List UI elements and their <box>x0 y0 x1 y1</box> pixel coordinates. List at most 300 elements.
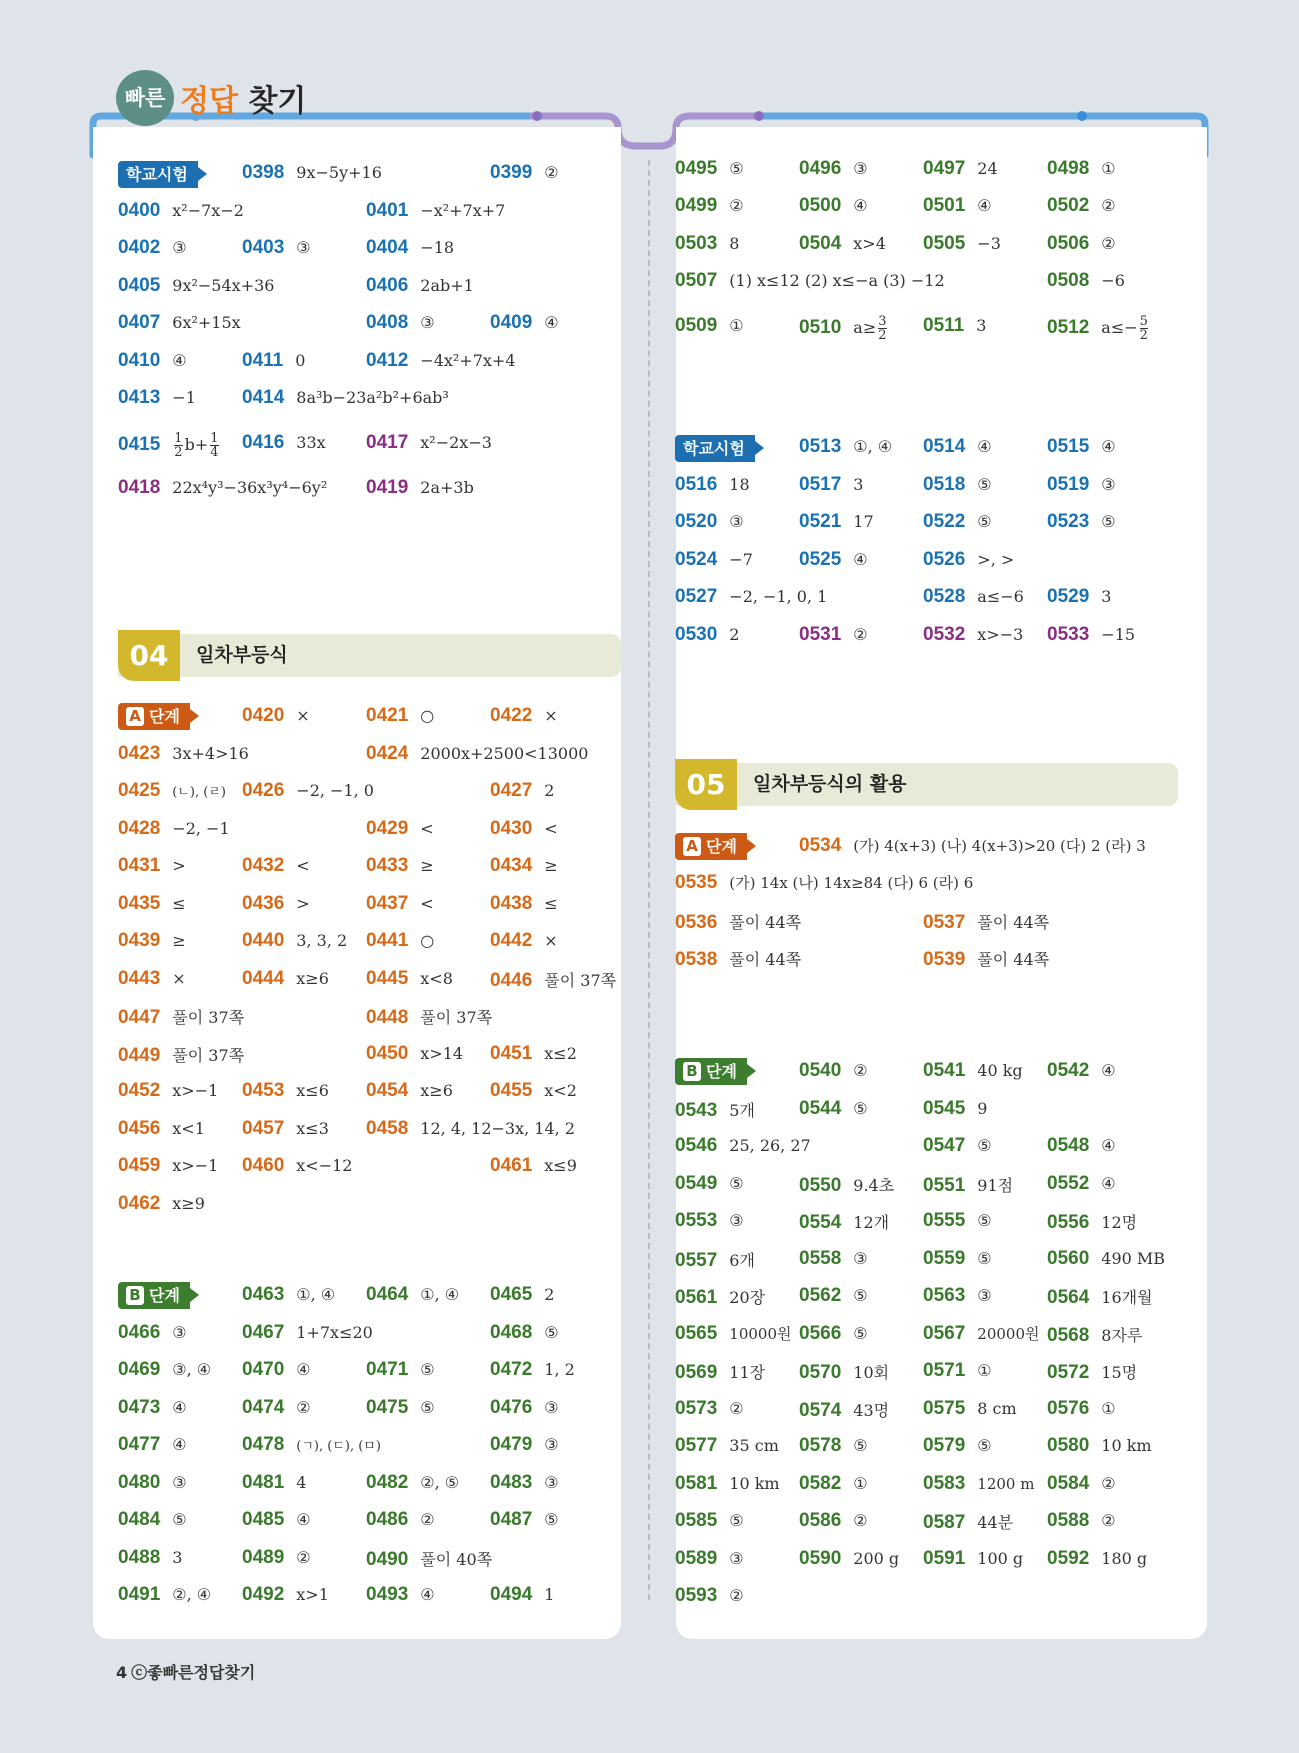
question-number: 0544 <box>799 1098 842 1119</box>
question-number: 0501 <box>923 195 966 216</box>
answer-0502: ② <box>1101 196 1116 215</box>
answer-0445: x<8 <box>420 969 453 988</box>
question-number: 0497 <box>923 158 966 179</box>
answer-0524: −7 <box>729 550 753 569</box>
question-number: 0543 <box>675 1100 718 1121</box>
question-number: 0424 <box>366 743 409 764</box>
answer-0501: ④ <box>977 196 992 215</box>
answer-0489: ② <box>296 1548 311 1567</box>
answer-0451: x≤2 <box>544 1044 577 1063</box>
answer-0456: x<1 <box>172 1119 205 1138</box>
answer-0470: ④ <box>296 1360 311 1379</box>
answer-0417: x²−2x−3 <box>420 433 492 452</box>
answer-0542: ④ <box>1101 1061 1116 1080</box>
question-number: 0432 <box>242 855 285 876</box>
question-number: 0475 <box>366 1397 409 1418</box>
question-number: 0405 <box>118 275 161 296</box>
question-number: 0494 <box>490 1584 533 1605</box>
question-number: 0431 <box>118 855 161 876</box>
question-number: 0548 <box>1047 1135 1090 1156</box>
answer-0420: × <box>296 706 310 725</box>
question-number: 0467 <box>242 1322 285 1343</box>
question-number: 0490 <box>366 1549 409 1570</box>
answer-0588: ② <box>1101 1511 1116 1530</box>
page-number: 4 <box>116 1663 128 1682</box>
question-number: 0502 <box>1047 195 1090 216</box>
section-number: 04 <box>118 630 180 681</box>
answer-0526: >, > <box>977 550 1015 569</box>
question-number: 0587 <box>923 1512 966 1533</box>
footer-text: ⓒ좋빠른정답찾기 <box>131 1663 256 1682</box>
answer-0586: ② <box>853 1511 868 1530</box>
answer-0437: < <box>420 894 434 913</box>
answer-0520: ③ <box>729 512 744 531</box>
question-number: 0540 <box>799 1060 842 1081</box>
answer-0466: ③ <box>172 1323 187 1342</box>
question-number: 0439 <box>118 930 161 951</box>
answer-0480: ③ <box>172 1473 187 1492</box>
question-number: 0579 <box>923 1435 966 1456</box>
question-number: 0434 <box>490 855 533 876</box>
question-number: 0588 <box>1047 1510 1090 1531</box>
answer-0567: 20000원 <box>977 1325 1040 1343</box>
question-number: 0571 <box>923 1360 966 1381</box>
question-number: 0428 <box>118 818 161 839</box>
answer-0424: 2000x+2500<13000 <box>420 744 589 763</box>
question-number: 0427 <box>490 780 533 801</box>
question-number: 0539 <box>923 949 966 970</box>
stage-b-tag-2: B 단계 <box>675 1058 747 1085</box>
question-number: 0535 <box>675 872 718 893</box>
answer-0463: ①, ④ <box>296 1285 336 1304</box>
question-number: 0524 <box>675 549 718 570</box>
answer-0427: 2 <box>544 781 555 800</box>
question-number: 0576 <box>1047 1398 1090 1419</box>
question-number: 0572 <box>1047 1362 1090 1383</box>
answer-0435: ≤ <box>172 894 186 913</box>
answer-0531: ② <box>853 625 868 644</box>
answer-0400: x²−7x−2 <box>172 201 244 220</box>
question-number: 0557 <box>675 1250 718 1271</box>
answer-0508: −6 <box>1101 271 1125 290</box>
answer-0476: ③ <box>544 1398 559 1417</box>
answer-0559: ⑤ <box>977 1249 992 1268</box>
answer-0490: 풀이 40쪽 <box>420 1550 493 1569</box>
question-number: 0480 <box>118 1472 161 1493</box>
answer-0552: ④ <box>1101 1174 1116 1193</box>
answer-0560: 490 MB <box>1101 1249 1166 1268</box>
answer-0459: x>−1 <box>172 1156 219 1175</box>
answer-0548: ④ <box>1101 1136 1116 1155</box>
question-number: 0503 <box>675 233 718 254</box>
question-number: 0474 <box>242 1397 285 1418</box>
question-number: 0435 <box>118 893 161 914</box>
question-number: 0476 <box>490 1397 533 1418</box>
question-number: 0526 <box>923 549 966 570</box>
question-number: 0415 <box>118 434 161 455</box>
answer-0532: x>−3 <box>977 625 1024 644</box>
answer-0473: ④ <box>172 1398 187 1417</box>
question-number: 0554 <box>799 1212 842 1233</box>
answer-0452: x>−1 <box>172 1081 219 1100</box>
question-number: 0577 <box>675 1435 718 1456</box>
answer-0460: x<−12 <box>296 1156 353 1175</box>
answer-0543: 5개 <box>729 1101 755 1120</box>
answer-0569: 11장 <box>729 1363 766 1382</box>
answer-0495: ⑤ <box>729 159 744 178</box>
question-number: 0555 <box>923 1210 966 1231</box>
question-number: 0457 <box>242 1118 285 1139</box>
question-number: 0450 <box>366 1043 409 1064</box>
question-number: 0473 <box>118 1397 161 1418</box>
answer-0468: ⑤ <box>544 1323 559 1342</box>
answer-0580: 10 km <box>1101 1436 1152 1455</box>
answer-0497: 24 <box>977 159 998 178</box>
question-number: 0430 <box>490 818 533 839</box>
answer-0488: 3 <box>172 1548 183 1567</box>
section-title: 일차부등식 <box>196 644 288 666</box>
answer-0448: 풀이 37쪽 <box>420 1008 493 1027</box>
answer-0499: ② <box>729 196 744 215</box>
answer-0479: ③ <box>544 1435 559 1454</box>
answer-0429: < <box>420 819 434 838</box>
answer-0472: 1, 2 <box>544 1360 575 1379</box>
header-badge: 빠른 <box>116 70 174 126</box>
answer-0422: × <box>544 706 558 725</box>
answer-0496: ③ <box>853 159 868 178</box>
question-number: 0447 <box>118 1007 161 1028</box>
answer-0553: ③ <box>729 1211 744 1230</box>
answer-0449: 풀이 37쪽 <box>172 1046 245 1065</box>
answer-0527: −2, −1, 0, 1 <box>729 587 828 606</box>
question-number: 0446 <box>490 970 533 991</box>
question-number: 0586 <box>799 1510 842 1531</box>
question-number: 0560 <box>1047 1248 1090 1269</box>
question-number: 0471 <box>366 1359 409 1380</box>
school-exam-tag-2: 학교시험 <box>675 435 755 462</box>
question-number: 0581 <box>675 1473 718 1494</box>
question-number: 0456 <box>118 1118 161 1139</box>
answer-0402: ③ <box>172 238 187 257</box>
question-number: 0513 <box>799 436 842 457</box>
question-number: 0399 <box>490 162 533 183</box>
question-number: 0585 <box>675 1510 718 1531</box>
question-number: 0522 <box>923 511 966 532</box>
question-number: 0530 <box>675 624 718 645</box>
question-number: 0558 <box>799 1248 842 1269</box>
answer-0568: 8자루 <box>1101 1326 1143 1345</box>
question-number: 0565 <box>675 1323 718 1344</box>
question-number: 0584 <box>1047 1473 1090 1494</box>
answer-0418: 22x⁴y³−36x³y⁴−6y² <box>172 478 328 497</box>
answer-0478: (ㄱ), (ㄷ), (ㅁ) <box>296 1439 381 1454</box>
answer-0529: 3 <box>1101 587 1112 606</box>
question-number: 0454 <box>366 1080 409 1101</box>
answer-0464: ①, ④ <box>420 1285 460 1304</box>
question-number: 0443 <box>118 968 161 989</box>
answer-0431: > <box>172 856 186 875</box>
question-number: 0406 <box>366 275 409 296</box>
answer-0433: ≥ <box>420 856 434 875</box>
question-number: 0408 <box>366 312 409 333</box>
answer-0516: 18 <box>729 475 750 494</box>
question-number: 0568 <box>1047 1325 1090 1346</box>
answer-0421: ○ <box>420 706 435 725</box>
question-number: 0410 <box>118 350 161 371</box>
answer-0441: ○ <box>420 931 435 950</box>
answer-0434: ≥ <box>544 856 558 875</box>
section-04-header <box>118 634 621 677</box>
question-number: 0463 <box>242 1284 285 1305</box>
question-number: 0531 <box>799 624 842 645</box>
question-number: 0478 <box>242 1434 285 1455</box>
question-number: 0436 <box>242 893 285 914</box>
answer-0564: 16개월 <box>1101 1288 1153 1307</box>
answer-0444: x≥6 <box>296 969 329 988</box>
question-number: 0461 <box>490 1155 533 1176</box>
section-05-header <box>675 763 1178 806</box>
question-number: 0419 <box>366 477 409 498</box>
answer-0541: 40 kg <box>977 1061 1023 1080</box>
question-number: 0550 <box>799 1175 842 1196</box>
answer-0583: 1200 m <box>977 1475 1035 1493</box>
question-number: 0493 <box>366 1584 409 1605</box>
question-number: 0485 <box>242 1509 285 1530</box>
answer-0573: ② <box>729 1399 744 1418</box>
question-number: 0479 <box>490 1434 533 1455</box>
answer-0504: x>4 <box>853 234 886 253</box>
answer-0584: ② <box>1101 1474 1116 1493</box>
answer-0462: x≥9 <box>172 1194 205 1213</box>
question-number: 0438 <box>490 893 533 914</box>
question-number: 0517 <box>799 474 842 495</box>
answer-0570: 10회 <box>853 1363 890 1382</box>
answer-0494: 1 <box>544 1585 555 1604</box>
answer-0408: ③ <box>420 313 435 332</box>
answer-0556: 12명 <box>1101 1213 1138 1232</box>
answer-0474: ② <box>296 1398 311 1417</box>
answer-0410: ④ <box>172 351 187 370</box>
answer-0399: ② <box>544 163 559 182</box>
answer-0493: ④ <box>420 1585 435 1604</box>
answer-0471: ⑤ <box>420 1360 435 1379</box>
question-number: 0453 <box>242 1080 285 1101</box>
question-number: 0593 <box>675 1585 718 1606</box>
question-number: 0422 <box>490 705 533 726</box>
answer-0592: 180 g <box>1101 1549 1148 1568</box>
answer-0491: ②, ④ <box>172 1585 212 1604</box>
question-number: 0521 <box>799 511 842 532</box>
question-number: 0516 <box>675 474 718 495</box>
question-number: 0542 <box>1047 1060 1090 1081</box>
question-number: 0556 <box>1047 1212 1090 1233</box>
section-number: 05 <box>675 759 737 810</box>
question-number: 0506 <box>1047 233 1090 254</box>
question-number: 0462 <box>118 1193 161 1214</box>
answer-0477: ④ <box>172 1435 187 1454</box>
answer-0454: x≥6 <box>420 1081 453 1100</box>
answer-0484: ⑤ <box>172 1510 187 1529</box>
answer-0414: 8a³b−23a²b²+6ab³ <box>296 388 449 407</box>
question-number: 0483 <box>490 1472 533 1493</box>
question-number: 0468 <box>490 1322 533 1343</box>
question-number: 0400 <box>118 200 161 221</box>
answer-0485: ④ <box>296 1510 311 1529</box>
answer-0416: 33x <box>296 433 326 452</box>
answer-0555: ⑤ <box>977 1211 992 1230</box>
question-number: 0547 <box>923 1135 966 1156</box>
answer-0549: ⑤ <box>729 1174 744 1193</box>
answer-0566: ⑤ <box>853 1324 868 1343</box>
question-number: 0421 <box>366 705 409 726</box>
question-number: 0451 <box>490 1043 533 1064</box>
answer-0505: −3 <box>977 234 1001 253</box>
question-number: 0445 <box>366 968 409 989</box>
question-number: 0532 <box>923 624 966 645</box>
question-number: 0529 <box>1047 586 1090 607</box>
answer-0517: 3 <box>853 475 864 494</box>
answer-0413: −1 <box>172 388 196 407</box>
question-number: 0401 <box>366 200 409 221</box>
question-number: 0553 <box>675 1210 718 1231</box>
answer-0585: ⑤ <box>729 1511 744 1530</box>
question-number: 0499 <box>675 195 718 216</box>
answer-0578: ⑤ <box>853 1436 868 1455</box>
answer-0469: ③, ④ <box>172 1360 212 1379</box>
question-number: 0449 <box>118 1045 161 1066</box>
answer-0540: ② <box>853 1061 868 1080</box>
question-number: 0477 <box>118 1434 161 1455</box>
question-number: 0420 <box>242 705 285 726</box>
answer-0415: $\frac{1}{2}$ b+ $\frac{1}{4}$ <box>174 431 219 460</box>
stage-a-tag-2: A 단계 <box>675 833 747 860</box>
answer-0405: 9x²−54x+36 <box>172 276 275 295</box>
answer-0507: (1) x≤12 (2) x≤−a (3) −12 <box>729 271 945 290</box>
question-number: 0512 <box>1047 317 1090 338</box>
question-number: 0402 <box>118 237 161 258</box>
question-number: 0546 <box>675 1135 718 1156</box>
answer-0528: a≤−6 <box>977 587 1024 606</box>
answer-0563: ③ <box>977 1286 992 1305</box>
question-number: 0482 <box>366 1472 409 1493</box>
answer-0537: 풀이 44쪽 <box>977 913 1050 932</box>
question-number: 0488 <box>118 1547 161 1568</box>
answer-0440: 3, 3, 2 <box>296 931 348 950</box>
question-number: 0505 <box>923 233 966 254</box>
answer-0562: ⑤ <box>853 1286 868 1305</box>
question-number: 0417 <box>366 432 409 453</box>
question-number: 0541 <box>923 1060 966 1081</box>
answer-0432: < <box>296 856 310 875</box>
answer-0546: 25, 26, 27 <box>729 1136 811 1155</box>
question-number: 0455 <box>490 1080 533 1101</box>
answer-0498: ① <box>1101 159 1116 178</box>
question-number: 0413 <box>118 387 161 408</box>
answer-0443: × <box>172 969 186 988</box>
question-number: 0574 <box>799 1400 842 1421</box>
answer-0425: (ㄴ), (ㄹ) <box>172 785 226 800</box>
question-number: 0582 <box>799 1473 842 1494</box>
question-number: 0466 <box>118 1322 161 1343</box>
answer-0447: 풀이 37쪽 <box>172 1008 245 1027</box>
answer-0404: −18 <box>420 238 455 257</box>
question-number: 0520 <box>675 511 718 532</box>
answer-0575: 8 cm <box>977 1399 1017 1418</box>
question-number: 0442 <box>490 930 533 951</box>
question-number: 0412 <box>366 350 409 371</box>
question-number: 0563 <box>923 1285 966 1306</box>
answer-0458: 12, 4, 12−3x, 14, 2 <box>420 1119 576 1138</box>
school-exam-tag: 학교시험 <box>118 161 198 188</box>
answer-0411: 0 <box>295 351 306 370</box>
question-number: 0437 <box>366 893 409 914</box>
question-number: 0578 <box>799 1435 842 1456</box>
answer-0574: 43명 <box>853 1401 890 1420</box>
answer-0423: 3x+4>16 <box>172 744 249 763</box>
question-number: 0507 <box>675 270 718 291</box>
answer-0579: ⑤ <box>977 1436 992 1455</box>
stage-b-tag: B 단계 <box>118 1282 190 1309</box>
answer-0589: ③ <box>729 1549 744 1568</box>
question-number: 0492 <box>242 1584 285 1605</box>
answer-0591: 100 g <box>977 1549 1024 1568</box>
answer-0511: 3 <box>976 316 987 335</box>
question-number: 0460 <box>242 1155 285 1176</box>
answer-0571: ① <box>977 1361 992 1380</box>
answer-0467: 1+7x≤20 <box>296 1323 373 1342</box>
question-number: 0508 <box>1047 270 1090 291</box>
question-number: 0487 <box>490 1509 533 1530</box>
answer-0481: 4 <box>296 1473 307 1492</box>
answer-0403: ③ <box>296 238 311 257</box>
question-number: 0538 <box>675 949 718 970</box>
question-number: 0470 <box>242 1359 285 1380</box>
question-number: 0486 <box>366 1509 409 1530</box>
answer-0550: 9.4초 <box>853 1176 895 1195</box>
question-number: 0591 <box>923 1548 966 1569</box>
question-number: 0514 <box>923 436 966 457</box>
section-title: 일차부등식의 활용 <box>753 773 907 795</box>
question-number: 0537 <box>923 912 966 933</box>
question-number: 0403 <box>242 237 285 258</box>
answer-0539: 풀이 44쪽 <box>977 950 1050 969</box>
question-number: 0414 <box>242 387 285 408</box>
answer-0515: ④ <box>1101 437 1116 456</box>
answer-0446: 풀이 37쪽 <box>544 971 617 990</box>
answer-0557: 6개 <box>729 1251 755 1270</box>
question-number: 0510 <box>799 317 842 338</box>
answer-0513: ①, ④ <box>853 437 893 456</box>
answer-0430: < <box>544 819 558 838</box>
answer-0518: ⑤ <box>977 475 992 494</box>
answer-0514: ④ <box>977 437 992 456</box>
answer-0475: ⑤ <box>420 1398 435 1417</box>
question-number: 0440 <box>242 930 285 951</box>
answer-0581: 10 km <box>729 1474 780 1493</box>
question-number: 0573 <box>675 1398 718 1419</box>
question-number: 0590 <box>799 1548 842 1569</box>
question-number: 0448 <box>366 1007 409 1028</box>
question-number: 0398 <box>242 162 285 183</box>
question-number: 0511 <box>923 315 965 336</box>
question-number: 0496 <box>799 158 842 179</box>
question-number: 0569 <box>675 1362 718 1383</box>
question-number: 0433 <box>366 855 409 876</box>
question-number: 0545 <box>923 1098 966 1119</box>
answer-0483: ③ <box>544 1473 559 1492</box>
answer-0457: x≤3 <box>296 1119 329 1138</box>
answer-0409: ④ <box>544 313 559 332</box>
